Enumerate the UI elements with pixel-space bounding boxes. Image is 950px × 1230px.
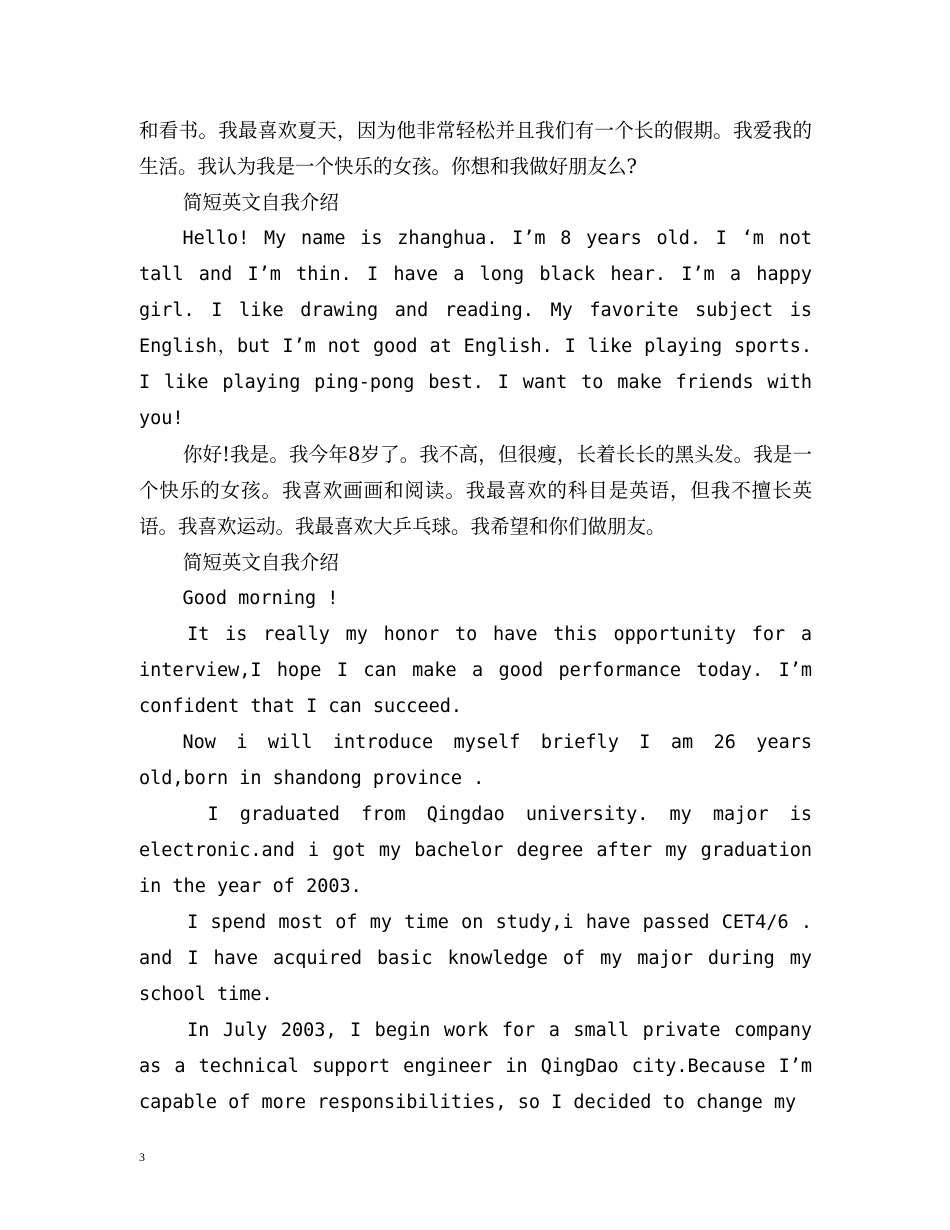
paragraph-study: I spend most of my time on study,i have passed CET4/6 . and I have acquired basic knowledge of my major during my school time. [139,912,812,1005]
paragraph-work-experience: In July 2003, I begin work for a small private company as a technical support engineer in QingDao city.Because I’m capable of more responsibilities, so I decided to change my [139,1020,812,1113]
paragraph-introduction: Now i will introduce myself briefly I am 26 years old,born in shandong province . [139,732,812,789]
paragraph-greeting: Good morning ! [182,588,339,609]
paragraph-honor: It is really my honor to have this opportunity for a interview,I hope I can make a good performance today. I’m confident that I can succeed. [139,624,812,717]
heading-short-intro-2: 简短英文自我介绍 [182,551,339,574]
paragraph-chinese-zhanghua: 你好!我是。我今年8岁了。我不高，但很瘦，长着长长的黑头发。我是一个快乐的女孩。我喜欢画画和阅读。我最喜欢的科目是英语，但我不擅长英语。我喜欢运动。我最喜欢大乒乓球。我希望和你们做朋友。 [139,443,812,538]
paragraph-education: I graduated from Qingdao university. my major is electronic.and i got my bachelor degree after my graduation in the year of 2003. [139,804,812,897]
document-body [139,113,812,1121]
heading-short-intro-1: 简短英文自我介绍 [182,191,339,214]
page-number: 3 [139,1150,145,1164]
paragraph-english-zhanghua: Hello! My name is zhanghua. I’m 8 years old. I ‘m not tall and I’m thin. I have a long black hear. I’m a happy girl. I like drawing and reading. My favorite subject is English，but I’m not good at English. I like playing sports. I like playing ping-pong best. I want to make friends with you! [139,228,812,429]
paragraph-chinese-hobbies: 和看书。我最喜欢夏天，因为他非常轻松并且我们有一个长的假期。我爱我的生活。我认为我是一个快乐的女孩。你想和我做好朋友么? [139,119,812,178]
